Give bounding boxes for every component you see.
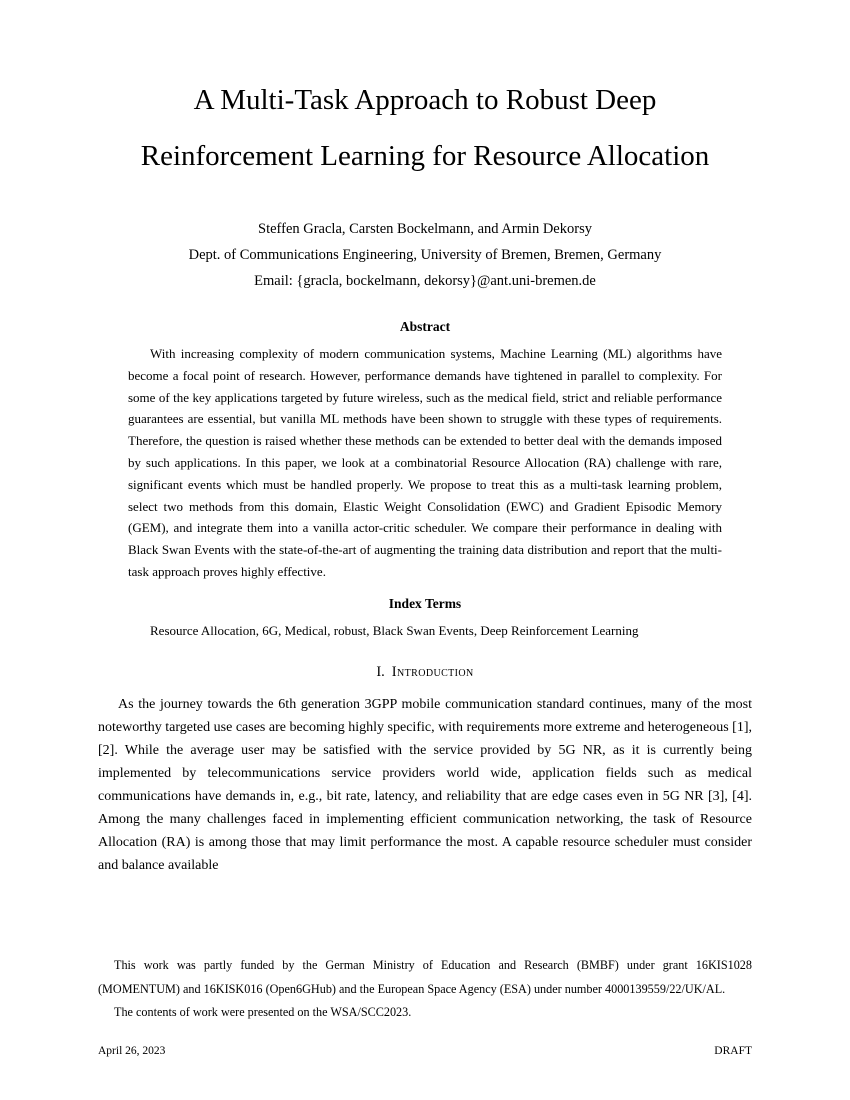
introduction-heading <box>98 663 752 681</box>
abstract-heading: Abstract <box>399 319 451 334</box>
page-footer <box>98 1044 752 1058</box>
index-terms-section <box>128 595 722 641</box>
introduction-section-title: Introduction <box>391 663 474 680</box>
presentation-footnote: The contents of work were presented on the WSA/SCC2023. <box>114 1005 412 1019</box>
email-line: Email: {gracla, bockelmann, dekorsy}@ant.uni-bremen.de <box>254 273 596 289</box>
abstract-section <box>128 318 722 583</box>
funding-footnote: This work was partly funded by the German Ministry of Education and Research (BMBF) under grant 16KIS1028 (MOMENTUM) and 16KISK016 (Open6GHub) and the European Space Agency (ESA) under number 4000139559/22/UK/AL. <box>98 958 752 996</box>
affiliation-line: Dept. of Communications Engineering, University of Bremen, Bremen, Germany <box>188 247 662 263</box>
footer-draft-label: DRAFT <box>714 1045 752 1057</box>
abstract-text: With increasing complexity of modern communication systems, Machine Learning (ML) algorithms have become a focal point of research. However, performance demands have tightened in parallel to complexity. For some of the key applications targeted by future wireless, such as the medical field, strict and reliable performance guarantees are essential, but vanilla ML methods have been shown to struggle with these types of requirements. Therefore, the question is raised whether these methods can be extended to better deal with the demands imposed by such applications. In this paper, we look at a combinatorial Resource Allocation (RA) challenge with rare, significant events which must be handled properly. We propose to treat this as a multi-task learning problem, select two methods from this domain, Elastic Weight Consolidation (EWC) and Gradient Episodic Memory (GEM), and integrate them into a vanilla actor-critic scheduler. We compare their performance in dealing with Black Swan Events with the state-of-the-art of augmenting the training data distribution and report that the multi-task approach proves highly effective. <box>128 346 722 579</box>
footer-date: April 26, 2023 <box>98 1045 166 1057</box>
paper-content <box>98 72 752 877</box>
introduction-section-number: I. <box>376 663 385 680</box>
index-terms-text: Resource Allocation, 6G, Medical, robust, Black Swan Events, Deep Reinforcement Learning <box>150 622 639 638</box>
footnote-block <box>98 950 752 1025</box>
index-terms-heading: Index Terms <box>388 595 462 611</box>
authors-line: Steffen Gracla, Carsten Bockelmann, and Armin Dekorsy <box>258 221 592 237</box>
introduction-paragraph: As the journey towards the 6th generation 3GPP mobile communication standard continues, many of the most noteworthy targeted use cases are becoming highly specific, with requirements more extreme and heterogeneous [1], [2]. While the average user may be satisfied with the service provided by 5G NR, as it is currently being implemented by telecommunications service providers world wide, application fields such as medical communications have demands in, e.g., bit rate, latency, and reliability that are edge cases even in 5G NR [3], [4]. Among the many challenges faced in implementing efficient communication networking, the task of Resource Allocation (RA) is among those that may limit performance the most. A capable resource scheduler must consider and balance available <box>98 696 752 873</box>
author-block <box>98 216 752 294</box>
paper-title: A Multi-Task Approach to Robust Deep Reinforcement Learning for Resource Allocation <box>140 84 710 172</box>
